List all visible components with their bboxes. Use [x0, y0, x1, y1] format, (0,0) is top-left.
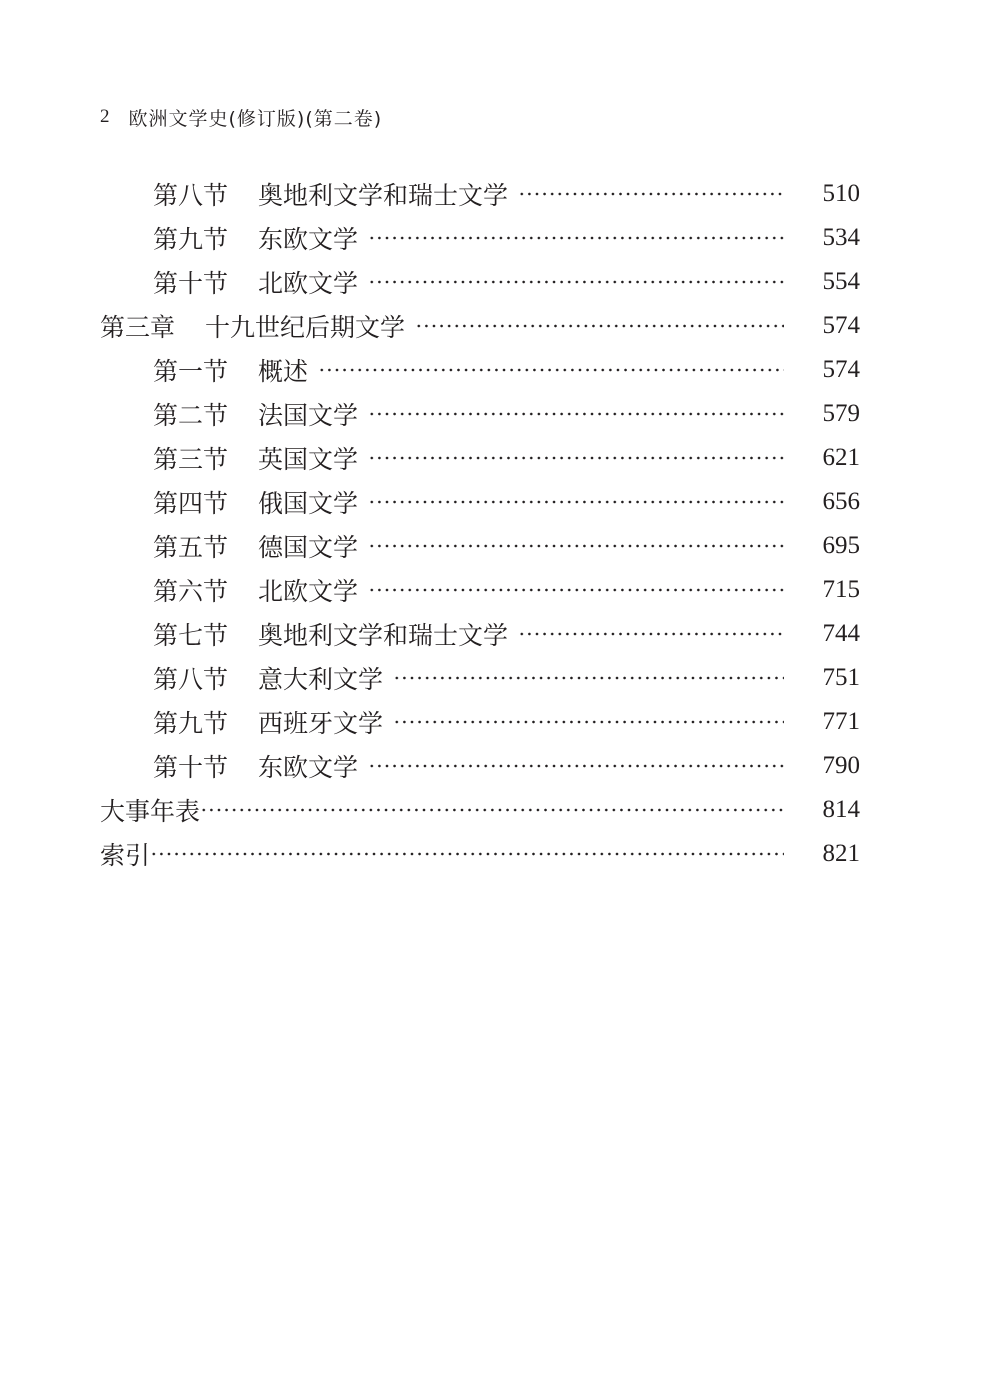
toc-entry [0, 788, 1000, 832]
dot-leader [318, 359, 784, 381]
toc-page-number: 621 [822, 444, 860, 471]
toc-entry [0, 744, 1000, 788]
toc-section-title: 英国文学 [258, 445, 359, 474]
toc-entry-label [153, 484, 358, 520]
toc-section-title: 十九世纪后期文学 [205, 313, 406, 342]
toc-page-number: 771 [822, 708, 860, 735]
dot-leader [415, 315, 784, 337]
toc-page-number: 744 [822, 620, 860, 647]
toc-section-number: 第三节 [153, 445, 229, 474]
toc-entry [0, 304, 1000, 348]
toc-entry-label [153, 528, 358, 564]
toc-section-number: 第九节 [153, 709, 229, 738]
toc-entry-label [153, 660, 383, 696]
toc-entry [0, 216, 1000, 260]
dot-leader [368, 271, 784, 293]
toc-section-number: 第六节 [153, 577, 229, 606]
book-title: 欧洲文学史(修订版)(第二卷) [128, 107, 383, 130]
toc-section-title: 奥地利文学和瑞士文学 [258, 181, 509, 210]
toc-section-number: 第八节 [153, 181, 229, 210]
dot-leader [200, 799, 784, 821]
table-of-contents [0, 172, 1000, 876]
toc-section-title: 法国文学 [258, 401, 359, 430]
toc-section-number: 第九节 [153, 225, 229, 254]
toc-page-number: 790 [822, 752, 860, 779]
toc-section-title: 德国文学 [258, 533, 359, 562]
dot-leader [518, 623, 784, 645]
toc-entry [0, 656, 1000, 700]
toc-section-title: 俄国文学 [258, 489, 359, 518]
toc-page-number: 534 [822, 224, 860, 251]
toc-section-title: 北欧文学 [258, 577, 359, 606]
toc-page-number: 695 [822, 532, 860, 559]
toc-page-number: 821 [822, 840, 860, 867]
toc-section-title: 大事年表 [100, 797, 201, 826]
dot-leader [393, 667, 784, 689]
toc-section-title: 概述 [258, 357, 309, 386]
toc-entry [0, 436, 1000, 480]
toc-page-number: 715 [822, 576, 860, 603]
toc-page-number: 574 [822, 312, 860, 339]
dot-leader [368, 535, 784, 557]
toc-section-title: 索引 [100, 841, 151, 870]
toc-section-number: 第二节 [153, 401, 229, 430]
toc-section-number: 第八节 [153, 665, 229, 694]
toc-entry-label [153, 704, 383, 740]
toc-section-title: 东欧文学 [258, 753, 359, 782]
toc-page-number: 579 [822, 400, 860, 427]
toc-page-number: 814 [822, 796, 860, 823]
running-head [100, 102, 382, 132]
toc-section-title: 西班牙文学 [258, 709, 384, 738]
dot-leader [518, 183, 784, 205]
dot-leader [368, 755, 784, 777]
dot-leader [150, 843, 784, 865]
toc-entry-label [153, 440, 358, 476]
dot-leader [393, 711, 784, 733]
toc-section-title: 意大利文学 [258, 665, 384, 694]
toc-entry-label [153, 396, 358, 432]
dot-leader [368, 403, 784, 425]
toc-entry-label [153, 572, 358, 608]
toc-section-title: 北欧文学 [258, 269, 359, 298]
dot-leader [368, 447, 784, 469]
toc-section-number: 第十节 [153, 269, 229, 298]
toc-entry-label [153, 176, 508, 212]
toc-section-number: 第一节 [153, 357, 229, 386]
toc-entry [0, 832, 1000, 876]
toc-section-number: 第十节 [153, 753, 229, 782]
toc-entry [0, 260, 1000, 304]
toc-entry-label [153, 616, 508, 652]
toc-page-number: 751 [822, 664, 860, 691]
toc-entry [0, 348, 1000, 392]
toc-entry-label [153, 748, 358, 784]
toc-section-title: 奥地利文学和瑞士文学 [258, 621, 509, 650]
toc-section-number: 第三章 [100, 313, 176, 342]
toc-entry-label [153, 264, 358, 300]
dot-leader [368, 491, 784, 513]
toc-entry-label [100, 836, 150, 872]
toc-entry-label [153, 352, 308, 388]
toc-page-number: 554 [822, 268, 860, 295]
toc-entry-label [100, 792, 200, 828]
toc-entry [0, 568, 1000, 612]
toc-entry [0, 392, 1000, 436]
toc-entry [0, 480, 1000, 524]
toc-entry [0, 612, 1000, 656]
toc-page-number: 574 [822, 356, 860, 383]
toc-section-number: 第七节 [153, 621, 229, 650]
toc-entry [0, 172, 1000, 216]
toc-section-title: 东欧文学 [258, 225, 359, 254]
dot-leader [368, 579, 784, 601]
toc-page-number: 510 [822, 180, 860, 207]
toc-section-number: 第五节 [153, 533, 229, 562]
toc-entry [0, 524, 1000, 568]
toc-entry [0, 700, 1000, 744]
toc-page-number: 656 [822, 488, 860, 515]
toc-entry-label [100, 308, 405, 344]
toc-entry-label [153, 220, 358, 256]
dot-leader [368, 227, 784, 249]
toc-section-number: 第四节 [153, 489, 229, 518]
page-number: 2 [100, 106, 111, 127]
